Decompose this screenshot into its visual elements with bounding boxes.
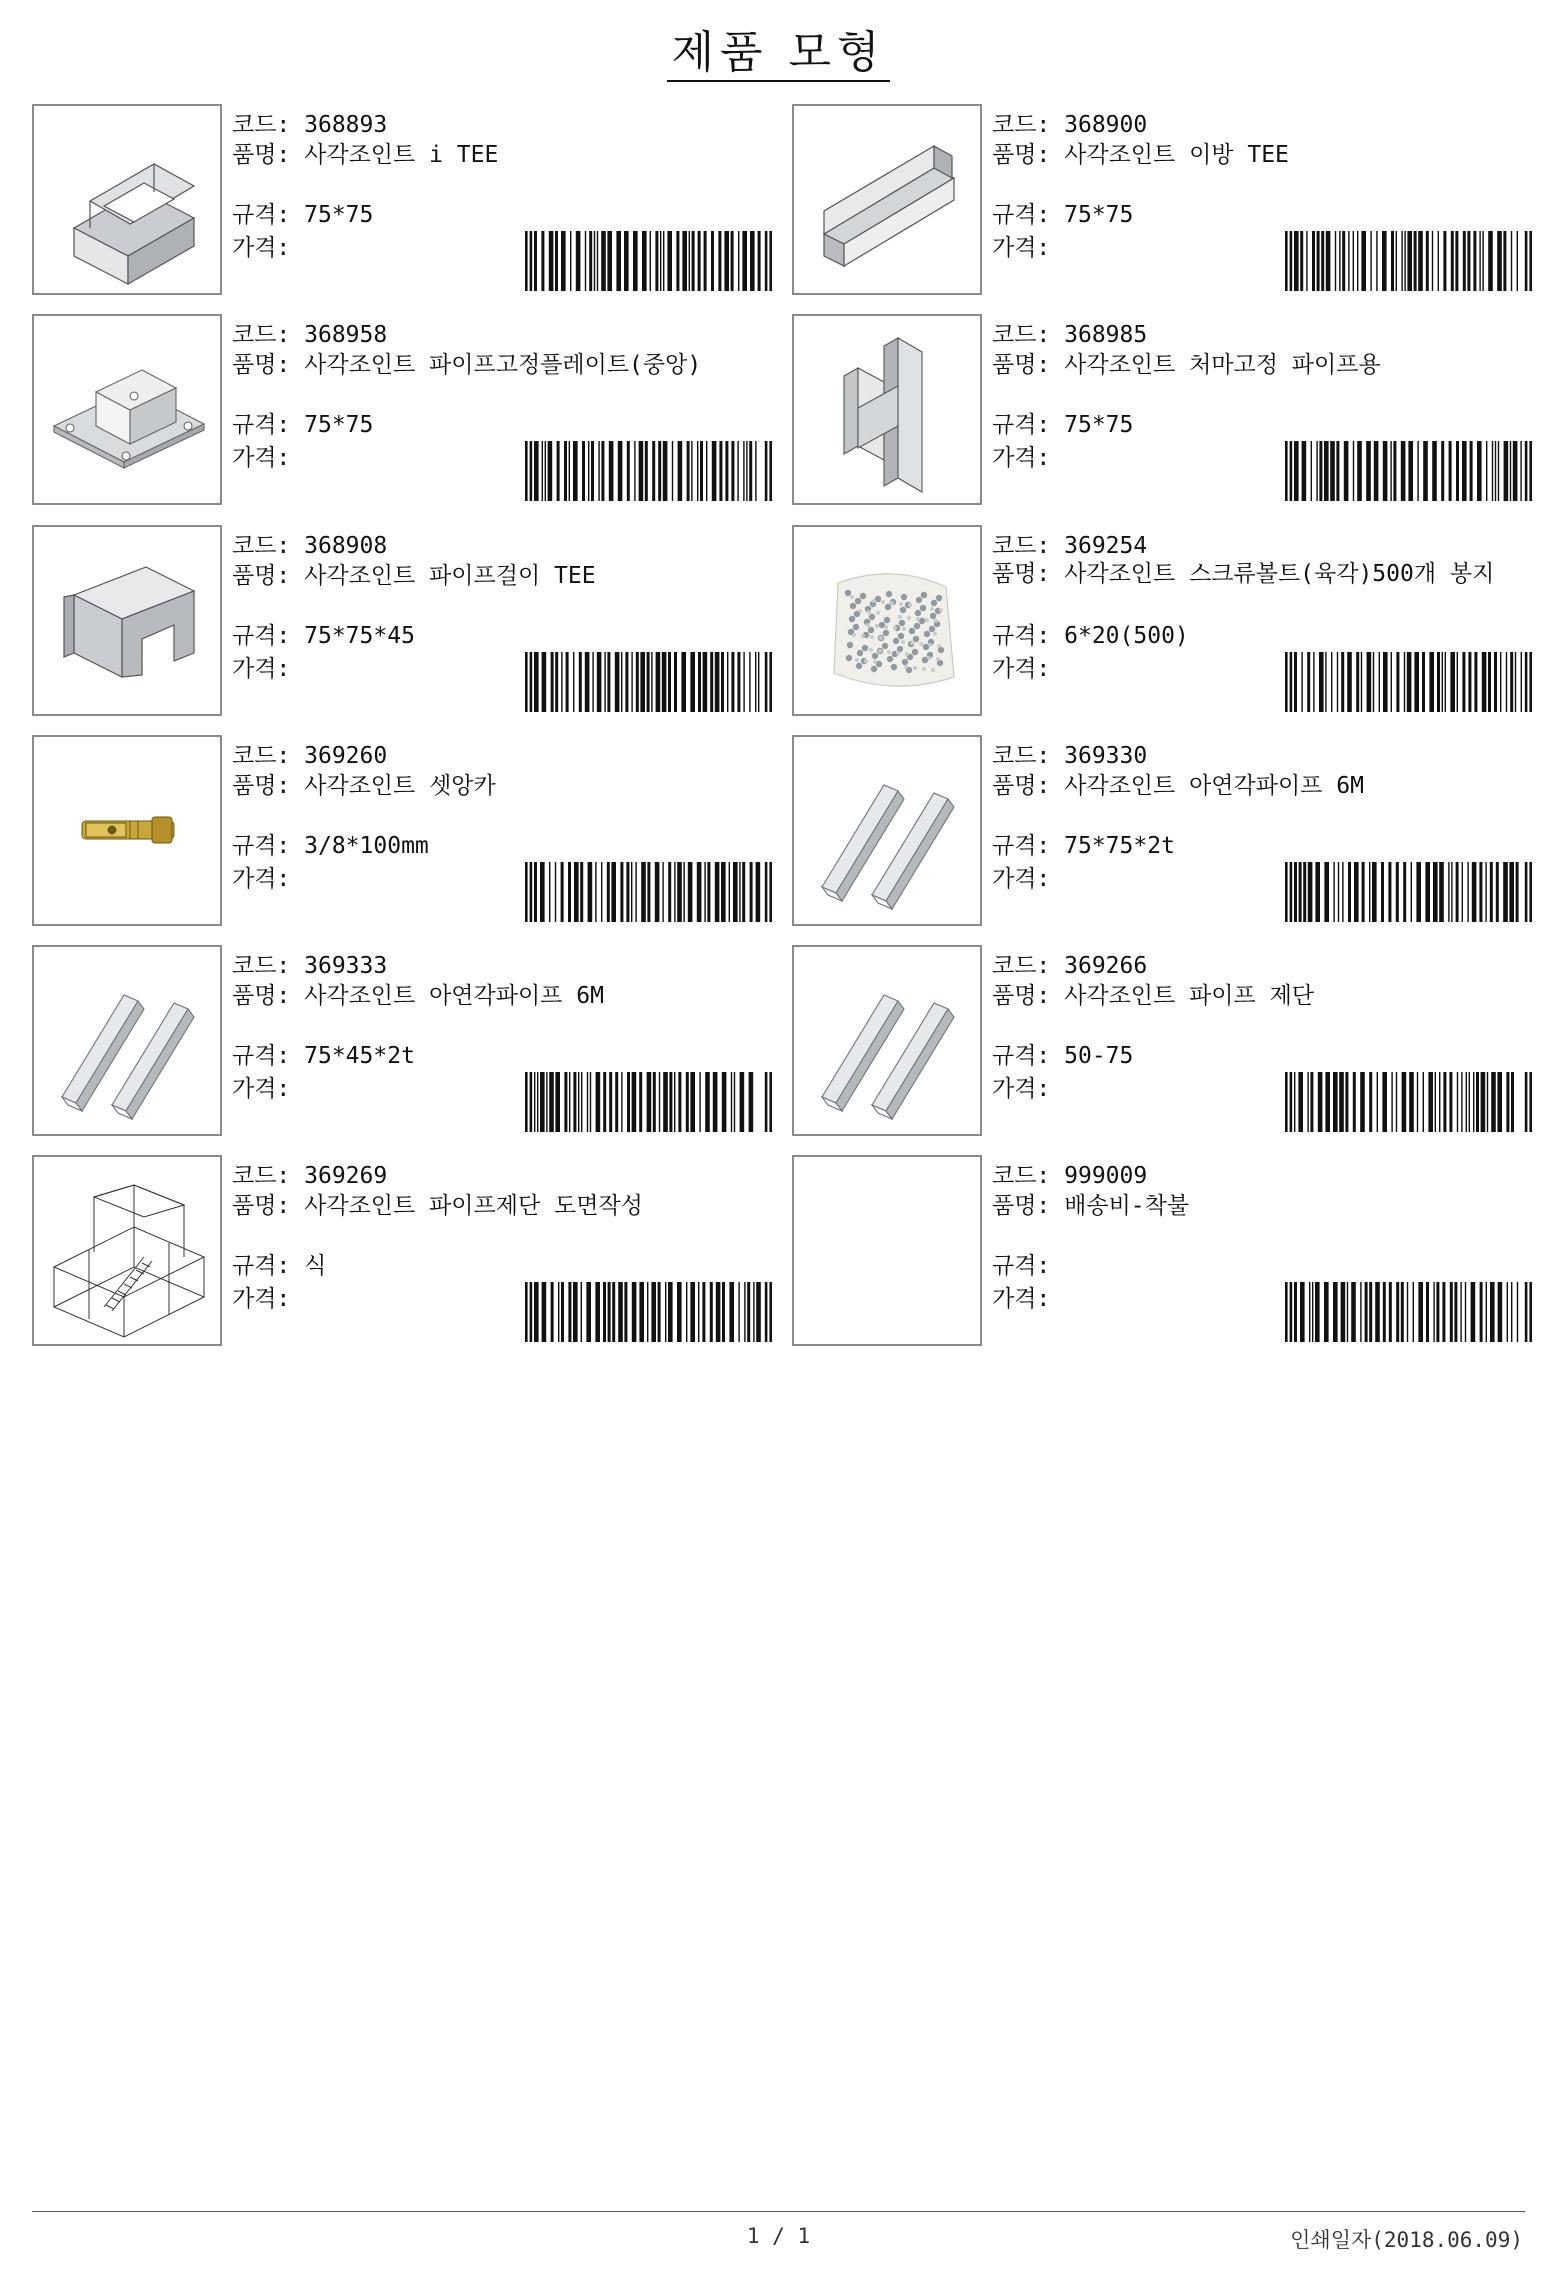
page-title: 제품 모형 — [0, 16, 1557, 80]
product-card — [32, 1155, 774, 1346]
product-price: 가격: — [232, 1076, 291, 1102]
empty-image — [794, 1157, 980, 1344]
product-code: 코드: 368985 — [992, 322, 1148, 348]
product-name: 품명: 사각조인트 아연각파이프 6M — [992, 773, 1364, 799]
product-price: 가격: — [992, 656, 1051, 682]
barcode — [1285, 862, 1532, 922]
product-image — [32, 1155, 222, 1346]
product-spec: 규격: 75*75 — [232, 412, 374, 438]
product-spec: 규격: 3/8*100mm — [232, 833, 429, 859]
page-number: 1 / 1 — [746, 2224, 811, 2248]
product-image — [32, 314, 222, 505]
product-name: 품명: 사각조인트 이방 TEE — [992, 142, 1289, 168]
product-price: 가격: — [992, 235, 1051, 261]
product-image — [32, 945, 222, 1136]
square-pipe-icon — [34, 947, 220, 1134]
product-name: 품명: 사각조인트 i TEE — [232, 142, 499, 168]
product-name: 품명: 사각조인트 파이프제단 도면작성 — [232, 1193, 643, 1219]
product-name: 품명: 사각조인트 아연각파이프 6M — [232, 983, 604, 1009]
product-price: 가격: — [232, 235, 291, 261]
product-spec: 규격: 75*75 — [232, 202, 374, 228]
base-plate-icon — [34, 316, 220, 503]
barcode — [525, 1072, 772, 1132]
product-card — [32, 735, 774, 926]
product-code: 코드: 369330 — [992, 743, 1148, 769]
product-spec: 규격: 75*75 — [992, 412, 1134, 438]
product-spec: 규격: 75*75 — [992, 202, 1134, 228]
product-price: 가격: — [232, 656, 291, 682]
product-code: 코드: 369260 — [232, 743, 388, 769]
product-card — [32, 945, 774, 1136]
product-price: 가격: — [992, 1076, 1051, 1102]
product-image — [32, 735, 222, 926]
product-code: 코드: 369269 — [232, 1163, 388, 1189]
product-card — [792, 525, 1534, 716]
product-spec: 규격: 75*75*2t — [992, 833, 1175, 859]
barcode — [525, 441, 772, 501]
product-name: 품명: 사각조인트 처마고정 파이프용 — [992, 352, 1381, 378]
pipe-hanger-icon — [34, 527, 220, 714]
barcode — [525, 862, 772, 922]
product-image — [792, 314, 982, 505]
product-card — [792, 1155, 1534, 1346]
product-code: 코드: 999009 — [992, 1163, 1148, 1189]
product-image — [792, 104, 982, 295]
h-bracket-icon — [794, 316, 980, 503]
product-name: 품명: 사각조인트 파이프 제단 — [992, 983, 1315, 1009]
product-name: 품명: 사각조인트 스크류볼트(육각)500개 봉지 — [992, 561, 1495, 587]
anchor-bolt-icon — [34, 737, 220, 924]
product-price: 가격: — [992, 866, 1051, 892]
product-card — [32, 525, 774, 716]
product-image — [792, 1155, 982, 1346]
product-name: 품명: 사각조인트 파이프고정플레이트(중앙) — [232, 352, 702, 378]
barcode — [1285, 441, 1532, 501]
product-image — [32, 104, 222, 295]
product-price: 가격: — [992, 445, 1051, 471]
product-card — [32, 314, 774, 505]
barcode — [525, 652, 772, 712]
square-tee-icon — [34, 106, 220, 293]
product-code: 코드: 369254 — [992, 533, 1148, 559]
barcode — [1285, 1282, 1532, 1342]
product-name: 품명: 사각조인트 파이프걸이 TEE — [232, 563, 596, 589]
print-date: 인쇄일자(2018.06.09) — [1290, 2228, 1523, 2252]
product-spec: 규격: 50-75 — [992, 1043, 1134, 1069]
barcode — [1285, 1072, 1532, 1132]
screw-bag-icon — [794, 527, 980, 714]
product-image — [792, 735, 982, 926]
product-image — [792, 945, 982, 1136]
product-card — [32, 104, 774, 295]
product-code: 코드: 368958 — [232, 322, 388, 348]
barcode — [1285, 652, 1532, 712]
product-code: 코드: 369333 — [232, 953, 388, 979]
square-pipe-icon — [794, 737, 980, 924]
product-price: 가격: — [232, 866, 291, 892]
product-image — [792, 525, 982, 716]
barcode — [1285, 231, 1532, 291]
product-card — [792, 314, 1534, 505]
product-price: 가격: — [232, 1286, 291, 1312]
product-name: 품명: 사각조인트 셋앙카 — [232, 773, 496, 799]
product-card — [792, 104, 1534, 295]
product-code: 코드: 368893 — [232, 112, 388, 138]
footer-divider — [32, 2211, 1525, 2212]
barcode — [525, 1282, 772, 1342]
product-spec: 규격: 식 — [232, 1253, 327, 1279]
product-code: 코드: 368900 — [992, 112, 1148, 138]
product-code: 코드: 368908 — [232, 533, 388, 559]
square-pipe-icon — [794, 947, 980, 1134]
product-image — [32, 525, 222, 716]
product-price: 가격: — [232, 445, 291, 471]
product-spec: 규격: 6*20(500) — [992, 623, 1189, 649]
frame-drawing-icon — [34, 1157, 220, 1344]
product-spec: 규격: — [992, 1253, 1051, 1279]
barcode — [525, 231, 772, 291]
product-card — [792, 945, 1534, 1136]
product-spec: 규격: 75*75*45 — [232, 623, 415, 649]
product-price: 가격: — [992, 1286, 1051, 1312]
product-spec: 규격: 75*45*2t — [232, 1043, 415, 1069]
u-channel-icon — [794, 106, 980, 293]
product-name: 품명: 배송비-착불 — [992, 1193, 1190, 1219]
product-card — [792, 735, 1534, 926]
product-code: 코드: 369266 — [992, 953, 1148, 979]
